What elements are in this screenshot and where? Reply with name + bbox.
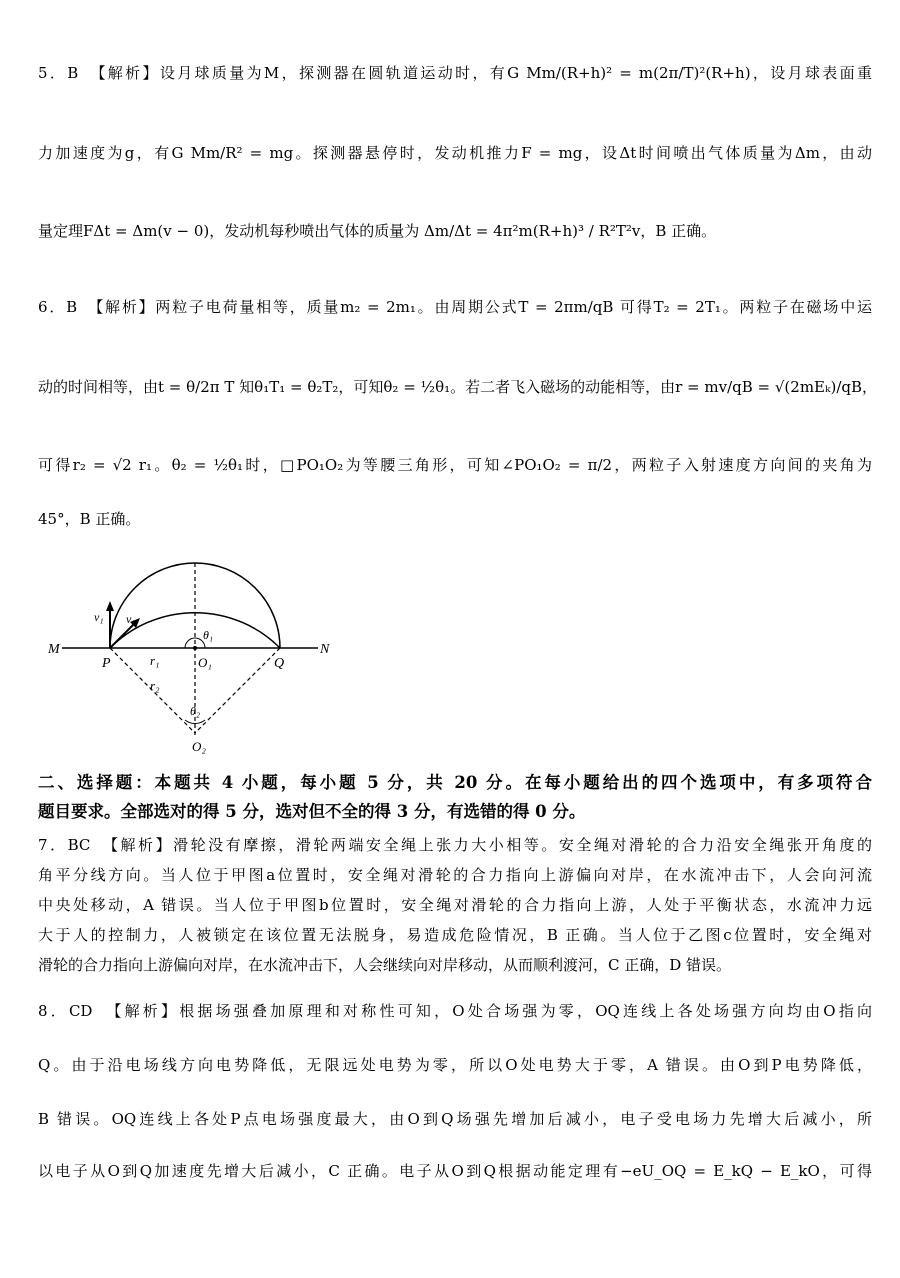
point-o1 <box>193 646 197 650</box>
magnetic-field-figure <box>40 555 340 755</box>
figure-svg <box>40 555 340 755</box>
problem-6-line-4: 45°，B 正确。 <box>38 510 141 528</box>
problem-6-line-1: 6．B 【解析】两粒子电荷量相等，质量m₂ = 2m₁。由周期公式T = 2πm/qB 可得T₂ = 2T₁。两粒子在磁场中运 <box>38 298 872 316</box>
label-r2: r₂ <box>150 678 160 693</box>
problem-8-line-3: B 错误。OQ连线上各处P点电场强度最大，由O到Q场强先增加后减小，电子受电场力先增大后减小，所 <box>38 1110 872 1128</box>
problem-8-line-4: 以电子从O到Q加速度先增大后减小，C 正确。电子从O到Q根据动能定理有−eU_OQ = E_kQ − E_kO，可得 <box>38 1162 872 1180</box>
problem-5-line-3: 量定理FΔt = Δm(v − 0)，发动机每秒喷出气体的质量为 Δm/Δt = 4π²m(R+h)³ / R²T²v，B 正确。 <box>38 222 717 240</box>
label-theta1: θ₁ <box>203 628 214 642</box>
label-q: Q <box>274 656 285 671</box>
label-n: N <box>320 642 330 657</box>
section-2-heading-line-1: 二、选择题：本题共 4 小题，每小题 5 分，共 20 分。在每小题给出的四个选项中，有多项符合 <box>38 773 872 792</box>
problem-7-line-2: 角平分线方向。当人位于甲图a位置时，安全绳对滑轮的合力指向上游偏向对岸，在水流冲击下，人会向河流 <box>38 866 872 884</box>
section-2-heading-line-2: 题目要求。全部选对的得 5 分，选对但不全的得 3 分，有选错的得 0 分。 <box>38 802 586 821</box>
problem-8-line-2: Q。由于沿电场线方向电势降低，无限远处电势为零，所以O处电势大于零，A 错误。由O到P电势降低， <box>38 1056 872 1074</box>
problem-6-line-3: 可得r₂ = √2 r₁。θ₂ = ½θ₁时，□PO₁O₂为等腰三角形，可知∠PO₁O₂ = π/2，两粒子入射速度方向间的夹角为 <box>38 456 872 474</box>
problem-6-line-2: 动的时间相等，由t = θ/2π T 知θ₁T₁ = θ₂T₂，可知θ₂ = ½θ₁。若二者飞入磁场的动能相等，由r = mv/qB = √(2mEₖ)/qB， <box>38 378 878 396</box>
label-o1: O₁ <box>198 655 212 670</box>
label-o2: O₂ <box>192 739 206 754</box>
problem-5-line-2: 力加速度为g，有G Mm/R² = mg。探测器悬停时，发动机推力F = mg，设Δt时间喷出气体质量为Δm，由动 <box>38 144 872 162</box>
label-theta2: θ₂ <box>190 704 201 718</box>
label-r1: r₁ <box>150 653 160 668</box>
problem-7-line-1: 7．BC 【解析】滑轮没有摩擦，滑轮两端安全绳上张力大小相等。安全绳对滑轮的合力沿安全绳张开角度的 <box>38 836 872 854</box>
problem-8-line-1: 8．CD 【解析】根据场强叠加原理和对称性可知，O处合场强为零，OQ连线上各处场强方向均由O指向 <box>38 1002 872 1020</box>
problem-5-line-1: 5．B 【解析】设月球质量为M，探测器在圆轨道运动时，有G Mm/(R+h)² = m(2π/T)²(R+h)，设月球表面重 <box>38 64 872 82</box>
problem-7-line-5: 滑轮的合力指向上游偏向对岸，在水流冲击下，人会继续向对岸移动，从而顺利渡河，C 正确，D 错误。 <box>38 956 732 974</box>
problem-7-line-3: 中央处移动，A 错误。当人位于甲图b位置时，安全绳对滑轮的合力指向上游，人处于平衡状态，水流冲力远 <box>38 896 872 914</box>
v1-arrowhead <box>106 601 114 611</box>
label-v2: v₂ <box>126 612 136 626</box>
label-p: P <box>102 656 111 671</box>
problem-7-line-4: 大于人的控制力，人被锁定在该位置无法脱身，易造成危险情况，B 正确。当人位于乙图c位置时，安全绳对 <box>38 926 872 944</box>
label-v1: v₁ <box>94 610 104 624</box>
label-m: M <box>48 642 60 657</box>
